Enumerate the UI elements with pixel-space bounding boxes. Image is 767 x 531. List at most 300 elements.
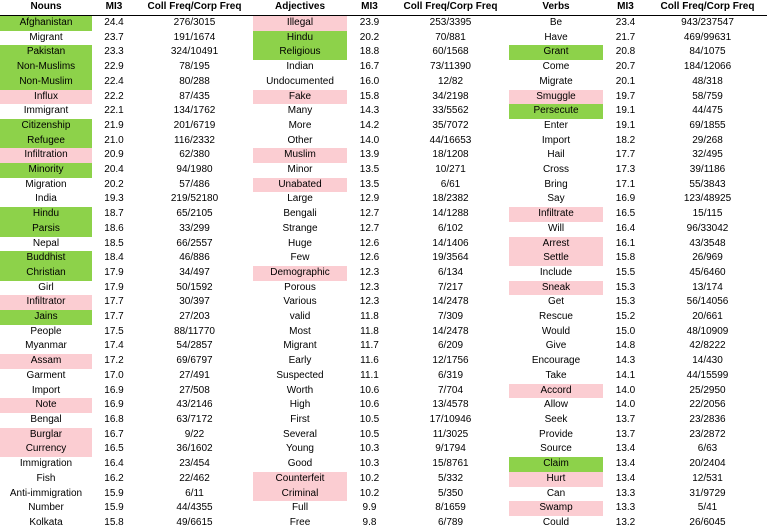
adjective-mi3-cell: 10.2 bbox=[359, 487, 380, 499]
verb-mi3-cell: 14.8 bbox=[615, 340, 636, 352]
verb-mi3-cell: 14.0 bbox=[615, 399, 636, 411]
table-row bbox=[0, 487, 767, 502]
noun-freq-cell: 44/4355 bbox=[176, 502, 213, 514]
verb-mi3-cell: 13.7 bbox=[615, 428, 636, 440]
adjective-freq-cell: 7/704 bbox=[437, 384, 464, 396]
noun-cell: Infiltration bbox=[0, 148, 92, 163]
verb-cell: Take bbox=[545, 369, 567, 381]
adjective-cell: Other bbox=[287, 134, 313, 146]
adjective-cell: Porous bbox=[284, 281, 316, 293]
verb-cell: Say bbox=[547, 193, 565, 205]
noun-freq-cell: 54/2857 bbox=[176, 340, 213, 352]
header-nouns: Nouns bbox=[0, 0, 92, 16]
adjective-freq-cell: 12/1756 bbox=[432, 355, 469, 367]
adjective-freq-cell: 18/2382 bbox=[432, 193, 469, 205]
noun-freq-cell: 50/1592 bbox=[176, 281, 213, 293]
header-row bbox=[0, 0, 767, 16]
table-row bbox=[0, 163, 767, 178]
verb-cell: Hail bbox=[547, 149, 565, 161]
table-row bbox=[0, 384, 767, 399]
table-row bbox=[0, 31, 767, 46]
adjective-freq-cell: 44/16653 bbox=[429, 134, 472, 146]
noun-cell: Refugee bbox=[0, 134, 92, 149]
adjective-mi3-cell: 12.3 bbox=[359, 281, 380, 293]
table-row bbox=[0, 442, 767, 457]
table-row bbox=[0, 104, 767, 119]
table-row bbox=[0, 413, 767, 428]
adjective-freq-cell: 5/332 bbox=[437, 472, 464, 484]
verb-mi3-cell: 17.3 bbox=[615, 164, 636, 176]
noun-mi3-cell: 17.7 bbox=[104, 311, 124, 323]
noun-freq-cell: 27/203 bbox=[179, 311, 210, 323]
adjective-freq-cell: 253/3395 bbox=[429, 17, 472, 28]
noun-mi3-cell: 23.7 bbox=[104, 31, 124, 43]
table-row bbox=[0, 134, 767, 149]
verb-freq-cell: 123/48925 bbox=[683, 193, 732, 205]
noun-cell: Migrant bbox=[29, 31, 63, 43]
noun-cell: Garment bbox=[26, 369, 66, 381]
verb-freq-cell: 29/268 bbox=[692, 134, 723, 146]
verb-mi3-cell: 20.8 bbox=[615, 46, 636, 58]
noun-freq-cell: 27/491 bbox=[179, 369, 210, 381]
adjective-freq-cell: 60/1568 bbox=[432, 46, 469, 58]
verb-freq-cell: 44/15599 bbox=[686, 369, 729, 381]
noun-cell: Number bbox=[28, 502, 64, 514]
adjective-mi3-cell: 16.7 bbox=[359, 61, 380, 73]
adjective-freq-cell: 6/102 bbox=[437, 222, 464, 234]
noun-cell: Girl bbox=[38, 281, 54, 293]
adjective-cell: More bbox=[288, 119, 312, 131]
adjective-freq-cell: 7/309 bbox=[437, 311, 464, 323]
adjective-cell: Various bbox=[283, 296, 317, 308]
adjective-cell: Muslim bbox=[253, 148, 347, 163]
adjective-mi3-cell: 23.9 bbox=[359, 17, 380, 28]
adjective-cell: Many bbox=[287, 105, 313, 117]
noun-mi3-cell: 24.4 bbox=[104, 17, 124, 28]
adjective-mi3-cell: 16.0 bbox=[359, 75, 380, 87]
noun-freq-cell: 57/486 bbox=[179, 178, 210, 190]
verb-freq-cell: 31/9729 bbox=[689, 487, 726, 499]
noun-cell: Note bbox=[0, 398, 92, 413]
verb-cell: Would bbox=[541, 325, 571, 337]
verb-freq-cell: 184/12066 bbox=[683, 61, 732, 73]
noun-cell: Hindu bbox=[0, 207, 92, 222]
noun-freq-cell: 324/10491 bbox=[170, 46, 219, 58]
noun-mi3-cell: 17.9 bbox=[104, 266, 124, 278]
noun-cell: Infiltrator bbox=[0, 295, 92, 310]
noun-cell: People bbox=[30, 325, 62, 337]
adjective-cell: Illegal bbox=[253, 16, 347, 31]
table-row bbox=[0, 325, 767, 340]
table-row bbox=[0, 119, 767, 134]
adjective-freq-cell: 12/82 bbox=[437, 75, 464, 87]
verb-mi3-cell: 19.1 bbox=[615, 105, 636, 117]
verb-cell: Settle bbox=[509, 251, 603, 266]
table-row bbox=[0, 207, 767, 222]
verb-mi3-cell: 18.2 bbox=[615, 134, 636, 146]
verb-freq-cell: 23/2872 bbox=[689, 428, 726, 440]
verb-cell: Persecute bbox=[509, 104, 603, 119]
verb-mi3-cell: 16.4 bbox=[615, 222, 636, 234]
verb-cell: Get bbox=[547, 296, 565, 308]
adjective-freq-cell: 6/61 bbox=[440, 178, 461, 190]
noun-mi3-cell: 18.5 bbox=[104, 237, 124, 249]
verb-freq-cell: 6/63 bbox=[697, 443, 718, 455]
verb-freq-cell: 48/10909 bbox=[686, 325, 729, 337]
verb-cell: Swamp bbox=[509, 501, 603, 516]
noun-mi3-cell: 23.3 bbox=[104, 46, 124, 58]
noun-mi3-cell: 21.0 bbox=[104, 134, 124, 146]
noun-mi3-cell: 17.0 bbox=[104, 369, 124, 381]
adjective-cell: Huge bbox=[288, 237, 312, 249]
header-verbs-mi3: MI3 bbox=[603, 0, 648, 16]
adjective-mi3-cell: 20.2 bbox=[359, 31, 380, 43]
adjective-freq-cell: 15/8761 bbox=[432, 458, 469, 470]
adjective-freq-cell: 13/4578 bbox=[432, 399, 469, 411]
verb-mi3-cell: 21.7 bbox=[615, 31, 636, 43]
verb-freq-cell: 42/8222 bbox=[689, 340, 726, 352]
adjective-freq-cell: 70/881 bbox=[435, 31, 466, 43]
adjective-freq-cell: 73/11390 bbox=[430, 61, 471, 73]
verb-cell: Cross bbox=[542, 164, 570, 176]
verb-cell: Grant bbox=[509, 45, 603, 60]
table-row bbox=[0, 516, 767, 531]
adjective-mi3-cell: 12.6 bbox=[359, 252, 380, 264]
noun-mi3-cell: 21.9 bbox=[104, 119, 124, 131]
adjective-mi3-cell: 14.3 bbox=[359, 105, 380, 117]
adjective-cell: Minor bbox=[287, 164, 313, 176]
noun-freq-cell: 33/299 bbox=[179, 222, 210, 234]
adjective-mi3-cell: 13.5 bbox=[359, 178, 380, 190]
adjective-cell: Religious bbox=[253, 45, 347, 60]
verb-freq-cell: 69/1855 bbox=[689, 119, 726, 131]
adjective-cell: Early bbox=[288, 355, 312, 367]
noun-freq-cell: 27/508 bbox=[179, 384, 210, 396]
noun-cell: Assam bbox=[0, 354, 92, 369]
adjective-cell: Several bbox=[283, 428, 317, 440]
verb-cell: Smuggle bbox=[509, 90, 603, 105]
header-verbs-freq: Coll Freq/Corp Freq bbox=[648, 0, 767, 16]
adjective-cell: Indian bbox=[286, 61, 314, 73]
noun-mi3-cell: 16.2 bbox=[104, 472, 124, 484]
adjective-freq-cell: 14/1288 bbox=[432, 208, 469, 220]
noun-cell: Kolkata bbox=[29, 516, 63, 528]
table-row bbox=[0, 16, 767, 31]
adjective-mi3-cell: 12.7 bbox=[359, 208, 380, 220]
verb-freq-cell: 20/2404 bbox=[689, 458, 726, 470]
noun-freq-cell: 46/886 bbox=[179, 252, 210, 264]
noun-mi3-cell: 18.7 bbox=[104, 208, 124, 220]
noun-cell: Currency bbox=[0, 442, 92, 457]
adjective-freq-cell: 8/1659 bbox=[435, 502, 466, 514]
adjective-cell: Bengali bbox=[283, 208, 317, 220]
table-row bbox=[0, 60, 767, 75]
table-row bbox=[0, 428, 767, 443]
verb-freq-cell: 469/99631 bbox=[683, 31, 732, 43]
adjective-mi3-cell: 11.8 bbox=[360, 325, 379, 337]
adjective-mi3-cell: 10.6 bbox=[359, 384, 380, 396]
adjective-freq-cell: 9/1794 bbox=[435, 443, 466, 455]
noun-mi3-cell: 17.2 bbox=[104, 355, 124, 367]
noun-freq-cell: 201/6719 bbox=[173, 119, 216, 131]
noun-cell: Burglar bbox=[0, 428, 92, 443]
verb-cell: Will bbox=[547, 222, 565, 234]
header-adjectives-mi3: MI3 bbox=[347, 0, 392, 16]
noun-mi3-cell: 16.4 bbox=[104, 458, 124, 470]
header-adjectives: Adjectives bbox=[253, 0, 347, 16]
noun-mi3-cell: 15.8 bbox=[104, 516, 124, 528]
noun-freq-cell: 69/6797 bbox=[176, 355, 213, 367]
adjective-freq-cell: 6/319 bbox=[437, 369, 464, 381]
adjective-mi3-cell: 11.8 bbox=[360, 311, 379, 323]
verb-mi3-cell: 16.1 bbox=[615, 237, 636, 249]
adjective-freq-cell: 18/1208 bbox=[432, 149, 469, 161]
verb-freq-cell: 13/174 bbox=[692, 281, 723, 293]
verb-freq-cell: 58/759 bbox=[692, 90, 723, 102]
noun-mi3-cell: 16.9 bbox=[104, 384, 124, 396]
verb-mi3-cell: 14.3 bbox=[615, 355, 636, 367]
table-row bbox=[0, 178, 767, 193]
verb-cell: Come bbox=[542, 61, 570, 73]
adjective-freq-cell: 11/3025 bbox=[432, 428, 469, 440]
adjective-mi3-cell: 9.8 bbox=[362, 516, 377, 528]
verb-mi3-cell: 13.3 bbox=[615, 487, 636, 499]
table-row bbox=[0, 398, 767, 413]
verb-cell: Could bbox=[542, 516, 570, 528]
verb-mi3-cell: 19.7 bbox=[615, 90, 636, 102]
table-row bbox=[0, 369, 767, 384]
adjective-freq-cell: 17/10946 bbox=[429, 413, 472, 425]
noun-mi3-cell: 16.8 bbox=[104, 413, 124, 425]
adjective-cell: Large bbox=[287, 193, 313, 205]
adjective-cell: Counterfeit bbox=[253, 472, 347, 487]
adjective-mi3-cell: 13.5 bbox=[359, 164, 380, 176]
noun-freq-cell: 9/22 bbox=[184, 428, 205, 440]
noun-cell: Non-Muslim bbox=[0, 75, 92, 90]
noun-cell: Fish bbox=[36, 472, 56, 484]
verb-freq-cell: 48/318 bbox=[692, 75, 723, 87]
verb-mi3-cell: 16.5 bbox=[615, 208, 636, 220]
noun-freq-cell: 34/497 bbox=[179, 266, 210, 278]
verb-cell: Infiltrate bbox=[509, 207, 603, 222]
verb-cell: Migrate bbox=[539, 75, 573, 87]
adjective-cell: Strange bbox=[282, 222, 318, 234]
adjective-cell: Criminal bbox=[253, 487, 347, 502]
adjective-freq-cell: 7/217 bbox=[437, 281, 464, 293]
noun-mi3-cell: 18.4 bbox=[104, 252, 124, 264]
verb-mi3-cell: 15.3 bbox=[615, 281, 636, 293]
verb-freq-cell: 20/661 bbox=[692, 311, 723, 323]
adjective-freq-cell: 14/1406 bbox=[432, 237, 469, 249]
noun-cell: Influx bbox=[0, 90, 92, 105]
adjective-mi3-cell: 10.5 bbox=[359, 413, 380, 425]
adjective-mi3-cell: 10.5 bbox=[359, 428, 380, 440]
noun-cell: Import bbox=[31, 384, 61, 396]
noun-freq-cell: 66/2557 bbox=[176, 237, 213, 249]
noun-cell: Parsis bbox=[0, 222, 92, 237]
table-row bbox=[0, 148, 767, 163]
verb-freq-cell: 39/1186 bbox=[689, 164, 726, 176]
adjective-freq-cell: 6/209 bbox=[437, 340, 464, 352]
verb-cell: Have bbox=[544, 31, 568, 43]
verb-cell: Claim bbox=[509, 457, 603, 472]
noun-freq-cell: 65/2105 bbox=[176, 208, 213, 220]
adjective-freq-cell: 5/350 bbox=[437, 487, 464, 499]
verb-mi3-cell: 15.2 bbox=[615, 311, 636, 323]
adjective-cell: Good bbox=[287, 458, 313, 470]
table-row bbox=[0, 237, 767, 252]
table-row bbox=[0, 192, 767, 207]
verb-freq-cell: 26/969 bbox=[692, 252, 723, 264]
adjective-freq-cell: 6/789 bbox=[437, 516, 464, 528]
noun-freq-cell: 63/7172 bbox=[176, 413, 213, 425]
noun-freq-cell: 49/6615 bbox=[176, 516, 213, 528]
verb-cell: Import bbox=[541, 134, 571, 146]
noun-mi3-cell: 22.9 bbox=[104, 61, 124, 73]
adjective-mi3-cell: 18.8 bbox=[359, 46, 380, 58]
noun-freq-cell: 134/1762 bbox=[173, 105, 216, 117]
adjective-cell: Hindu bbox=[253, 31, 347, 46]
noun-cell: Nepal bbox=[32, 237, 60, 249]
adjective-mi3-cell: 11.1 bbox=[360, 369, 379, 381]
noun-freq-cell: 219/52180 bbox=[170, 193, 219, 205]
adjective-mi3-cell: 13.9 bbox=[359, 149, 380, 161]
verb-freq-cell: 45/6460 bbox=[689, 266, 726, 278]
table-row bbox=[0, 295, 767, 310]
verb-mi3-cell: 20.1 bbox=[615, 75, 636, 87]
verb-freq-cell: 26/6045 bbox=[689, 516, 726, 528]
adjective-mi3-cell: 12.9 bbox=[359, 193, 380, 205]
adjective-freq-cell: 14/2478 bbox=[432, 325, 469, 337]
noun-freq-cell: 94/1980 bbox=[176, 164, 213, 176]
noun-freq-cell: 80/288 bbox=[179, 75, 210, 87]
verb-mi3-cell: 13.4 bbox=[615, 458, 636, 470]
table-row bbox=[0, 222, 767, 237]
verb-freq-cell: 32/495 bbox=[692, 149, 723, 161]
adjective-mi3-cell: 10.3 bbox=[359, 458, 380, 470]
verb-mi3-cell: 13.7 bbox=[615, 413, 636, 425]
adjective-cell: Unabated bbox=[253, 178, 347, 193]
verb-mi3-cell: 13.3 bbox=[615, 502, 636, 514]
adjective-cell: Young bbox=[286, 443, 314, 455]
noun-freq-cell: 276/3015 bbox=[173, 17, 216, 28]
verb-cell: Rescue bbox=[539, 311, 573, 323]
adjective-cell: Full bbox=[291, 502, 309, 514]
adjective-freq-cell: 14/2478 bbox=[432, 296, 469, 308]
adjective-mi3-cell: 11.6 bbox=[360, 355, 379, 367]
adjective-mi3-cell: 14.2 bbox=[359, 119, 380, 131]
table-row bbox=[0, 281, 767, 296]
verb-mi3-cell: 13.4 bbox=[615, 472, 636, 484]
verb-cell: Be bbox=[549, 17, 563, 28]
noun-mi3-cell: 19.3 bbox=[104, 193, 124, 205]
noun-freq-cell: 23/454 bbox=[179, 458, 210, 470]
verb-mi3-cell: 15.3 bbox=[615, 296, 636, 308]
table-row bbox=[0, 472, 767, 487]
verb-mi3-cell: 15.0 bbox=[615, 325, 636, 337]
noun-cell: Migration bbox=[25, 178, 67, 190]
noun-freq-cell: 43/2146 bbox=[176, 399, 213, 411]
verb-mi3-cell: 13.4 bbox=[615, 443, 636, 455]
adjective-cell: Fake bbox=[253, 90, 347, 105]
verb-freq-cell: 44/475 bbox=[692, 105, 723, 117]
adjective-mi3-cell: 12.6 bbox=[359, 237, 380, 249]
noun-freq-cell: 22/462 bbox=[179, 472, 210, 484]
verb-cell: Include bbox=[539, 266, 573, 278]
verb-cell: Sneak bbox=[509, 281, 603, 296]
noun-freq-cell: 88/11770 bbox=[174, 325, 215, 337]
noun-mi3-cell: 17.4 bbox=[104, 340, 124, 352]
adjective-mi3-cell: 10.6 bbox=[359, 399, 380, 411]
verb-cell: Encourage bbox=[531, 355, 581, 367]
table-row bbox=[0, 90, 767, 105]
table-row bbox=[0, 251, 767, 266]
adjective-cell: Most bbox=[289, 325, 311, 337]
header-nouns-mi3: MI3 bbox=[92, 0, 136, 16]
verb-freq-cell: 15/115 bbox=[692, 208, 723, 220]
verb-freq-cell: 23/2836 bbox=[689, 413, 726, 425]
adjective-cell: Free bbox=[289, 516, 311, 528]
adjective-mi3-cell: 12.3 bbox=[359, 296, 380, 308]
verb-mi3-cell: 14.1 bbox=[615, 369, 636, 381]
noun-mi3-cell: 16.7 bbox=[104, 428, 124, 440]
adjective-cell: Demographic bbox=[253, 266, 347, 281]
noun-cell: Minority bbox=[0, 163, 92, 178]
table-row bbox=[0, 75, 767, 90]
noun-freq-cell: 36/1602 bbox=[176, 443, 213, 455]
noun-mi3-cell: 16.5 bbox=[104, 443, 124, 455]
verb-freq-cell: 96/33042 bbox=[686, 222, 729, 234]
adjective-cell: Suspected bbox=[276, 369, 324, 381]
noun-mi3-cell: 15.9 bbox=[104, 502, 124, 514]
verb-cell: Arrest bbox=[509, 237, 603, 252]
verb-cell: Source bbox=[540, 443, 572, 455]
table-row bbox=[0, 266, 767, 281]
verb-freq-cell: 22/2056 bbox=[689, 399, 726, 411]
adjective-cell: Migrant bbox=[283, 340, 317, 352]
noun-freq-cell: 62/380 bbox=[179, 149, 210, 161]
table-row bbox=[0, 45, 767, 60]
verb-freq-cell: 84/1075 bbox=[689, 46, 726, 58]
noun-freq-cell: 78/195 bbox=[179, 61, 210, 73]
verb-freq-cell: 5/41 bbox=[697, 502, 718, 514]
noun-cell: Citizenship bbox=[0, 119, 92, 134]
table-row bbox=[0, 354, 767, 369]
noun-mi3-cell: 20.9 bbox=[104, 149, 124, 161]
noun-mi3-cell: 22.2 bbox=[104, 90, 124, 102]
verb-mi3-cell: 13.2 bbox=[615, 516, 636, 528]
noun-mi3-cell: 20.2 bbox=[104, 178, 124, 190]
verb-mi3-cell: 17.7 bbox=[615, 149, 636, 161]
verb-mi3-cell: 14.0 bbox=[615, 384, 636, 396]
header-nouns-freq: Coll Freq/Corp Freq bbox=[136, 0, 253, 16]
adjective-mi3-cell: 15.8 bbox=[359, 90, 380, 102]
adjective-mi3-cell: 10.2 bbox=[359, 472, 380, 484]
noun-mi3-cell: 15.9 bbox=[104, 487, 124, 499]
verb-cell: Allow bbox=[544, 399, 568, 411]
verb-freq-cell: 25/2950 bbox=[689, 384, 726, 396]
verb-cell: Accord bbox=[509, 384, 603, 399]
verb-mi3-cell: 20.7 bbox=[615, 61, 636, 73]
noun-freq-cell: 116/2332 bbox=[174, 134, 215, 146]
adjective-freq-cell: 19/3564 bbox=[432, 252, 469, 264]
adjective-freq-cell: 33/5562 bbox=[432, 105, 469, 117]
table-row bbox=[0, 310, 767, 325]
noun-cell: Afghanistan bbox=[0, 16, 92, 31]
adjective-mi3-cell: 12.7 bbox=[359, 222, 380, 234]
noun-cell: Non-Muslims bbox=[0, 60, 92, 75]
verb-cell: Give bbox=[545, 340, 567, 352]
